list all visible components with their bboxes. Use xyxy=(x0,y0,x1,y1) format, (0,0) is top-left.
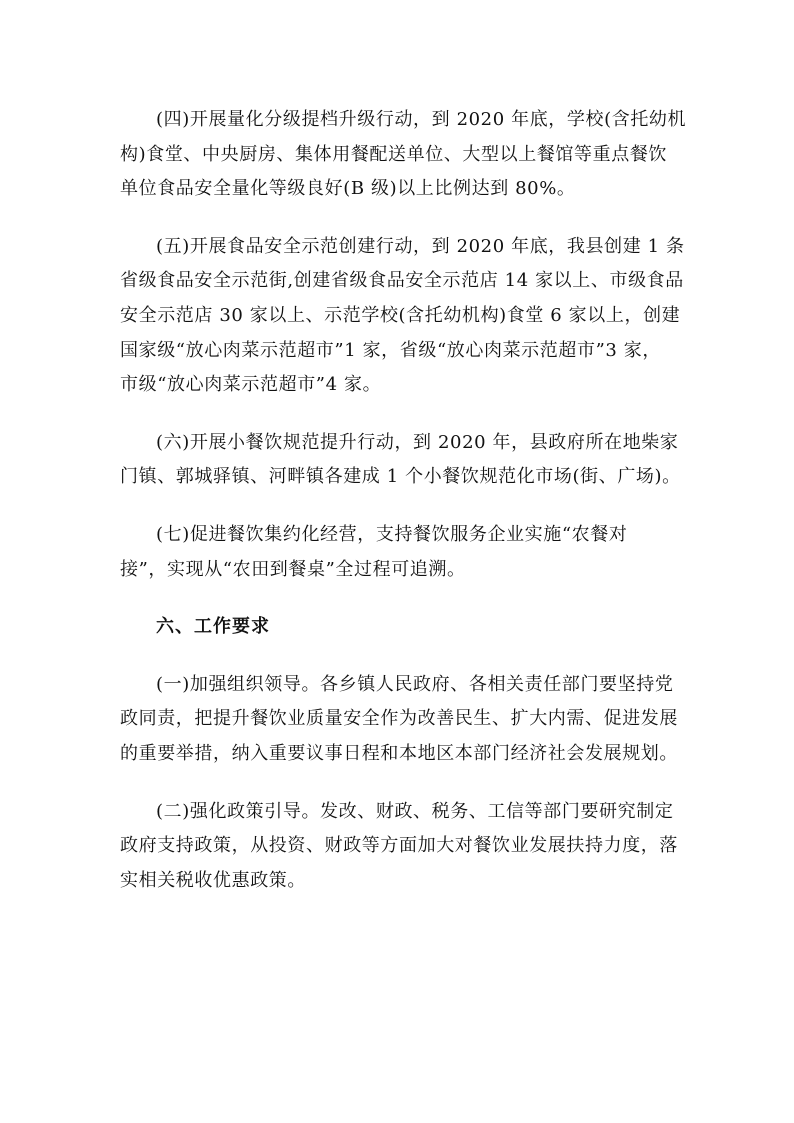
text-line: (二)强化政策引导。发改、财政、税务、工信等部门要研究制定 xyxy=(156,800,674,822)
paragraph-item-6 xyxy=(120,426,681,495)
paragraph-requirement-2 xyxy=(120,795,678,899)
text-line: 构)食堂、中央厨房、集体用餐配送单位、大型以上餐馆等重点餐饮 xyxy=(120,143,668,165)
section-heading: 六、工作要求 xyxy=(156,616,270,638)
text-line: (七)促进餐饮集约化经营，支持餐饮服务企业实施“农餐对 xyxy=(156,523,628,545)
text-line: 安全示范店 30 家以上、示范学校(含托幼机构)食堂 6 家以上，创建 xyxy=(120,304,681,326)
paragraph-requirement-1 xyxy=(120,668,678,772)
text-line: 省级食品安全示范街,创建省级食品安全示范店 14 家以上、市级食品 xyxy=(120,270,684,292)
text-line: (四)开展量化分级提档升级行动，到 2020 年底，学校(含托幼机 xyxy=(156,109,687,130)
text-line: (五)开展食品安全示范创建行动，到 2020 年底，我县创建 1 条 xyxy=(156,235,685,257)
text-line: 门镇、郭城驿镇、河畔镇各建成 1 个小餐饮规范化市场(街、广场)。 xyxy=(120,466,681,488)
text-line: (一)加强组织领导。各乡镇人民政府、各相关责任部门要坚持党 xyxy=(156,673,674,695)
paragraph-item-5 xyxy=(120,230,685,403)
text-line: 政同责，把提升餐饮业质量安全作为改善民生、扩大内需、促进发展 xyxy=(120,708,678,730)
text-line: 国家级“放心肉菜示范超市”1 家，省级“放心肉菜示范超市”3 家， xyxy=(120,339,661,361)
paragraph-item-4 xyxy=(120,103,687,207)
text-line: 政府支持政策，从投资、财政等方面加大对餐饮业发展扶持力度，落 xyxy=(120,835,678,857)
text-line: 接”，实现从“农田到餐桌”全过程可追溯。 xyxy=(120,558,466,580)
paragraph-item-7 xyxy=(120,518,678,587)
document-page xyxy=(120,103,687,898)
text-line: 市级“放心肉菜示范超市”4 家。 xyxy=(120,374,382,396)
text-line: 实相关税收优惠政策。 xyxy=(120,869,306,891)
text-line: 单位食品安全量化等级良好(B 级)以上比例达到 80%。 xyxy=(120,178,576,200)
text-line: 的重要举措，纳入重要议事日程和本地区本部门经济社会发展规划。 xyxy=(120,742,678,764)
text-line: (六)开展小餐饮规范提升行动，到 2020 年，县政府所在地柴家 xyxy=(156,431,679,453)
